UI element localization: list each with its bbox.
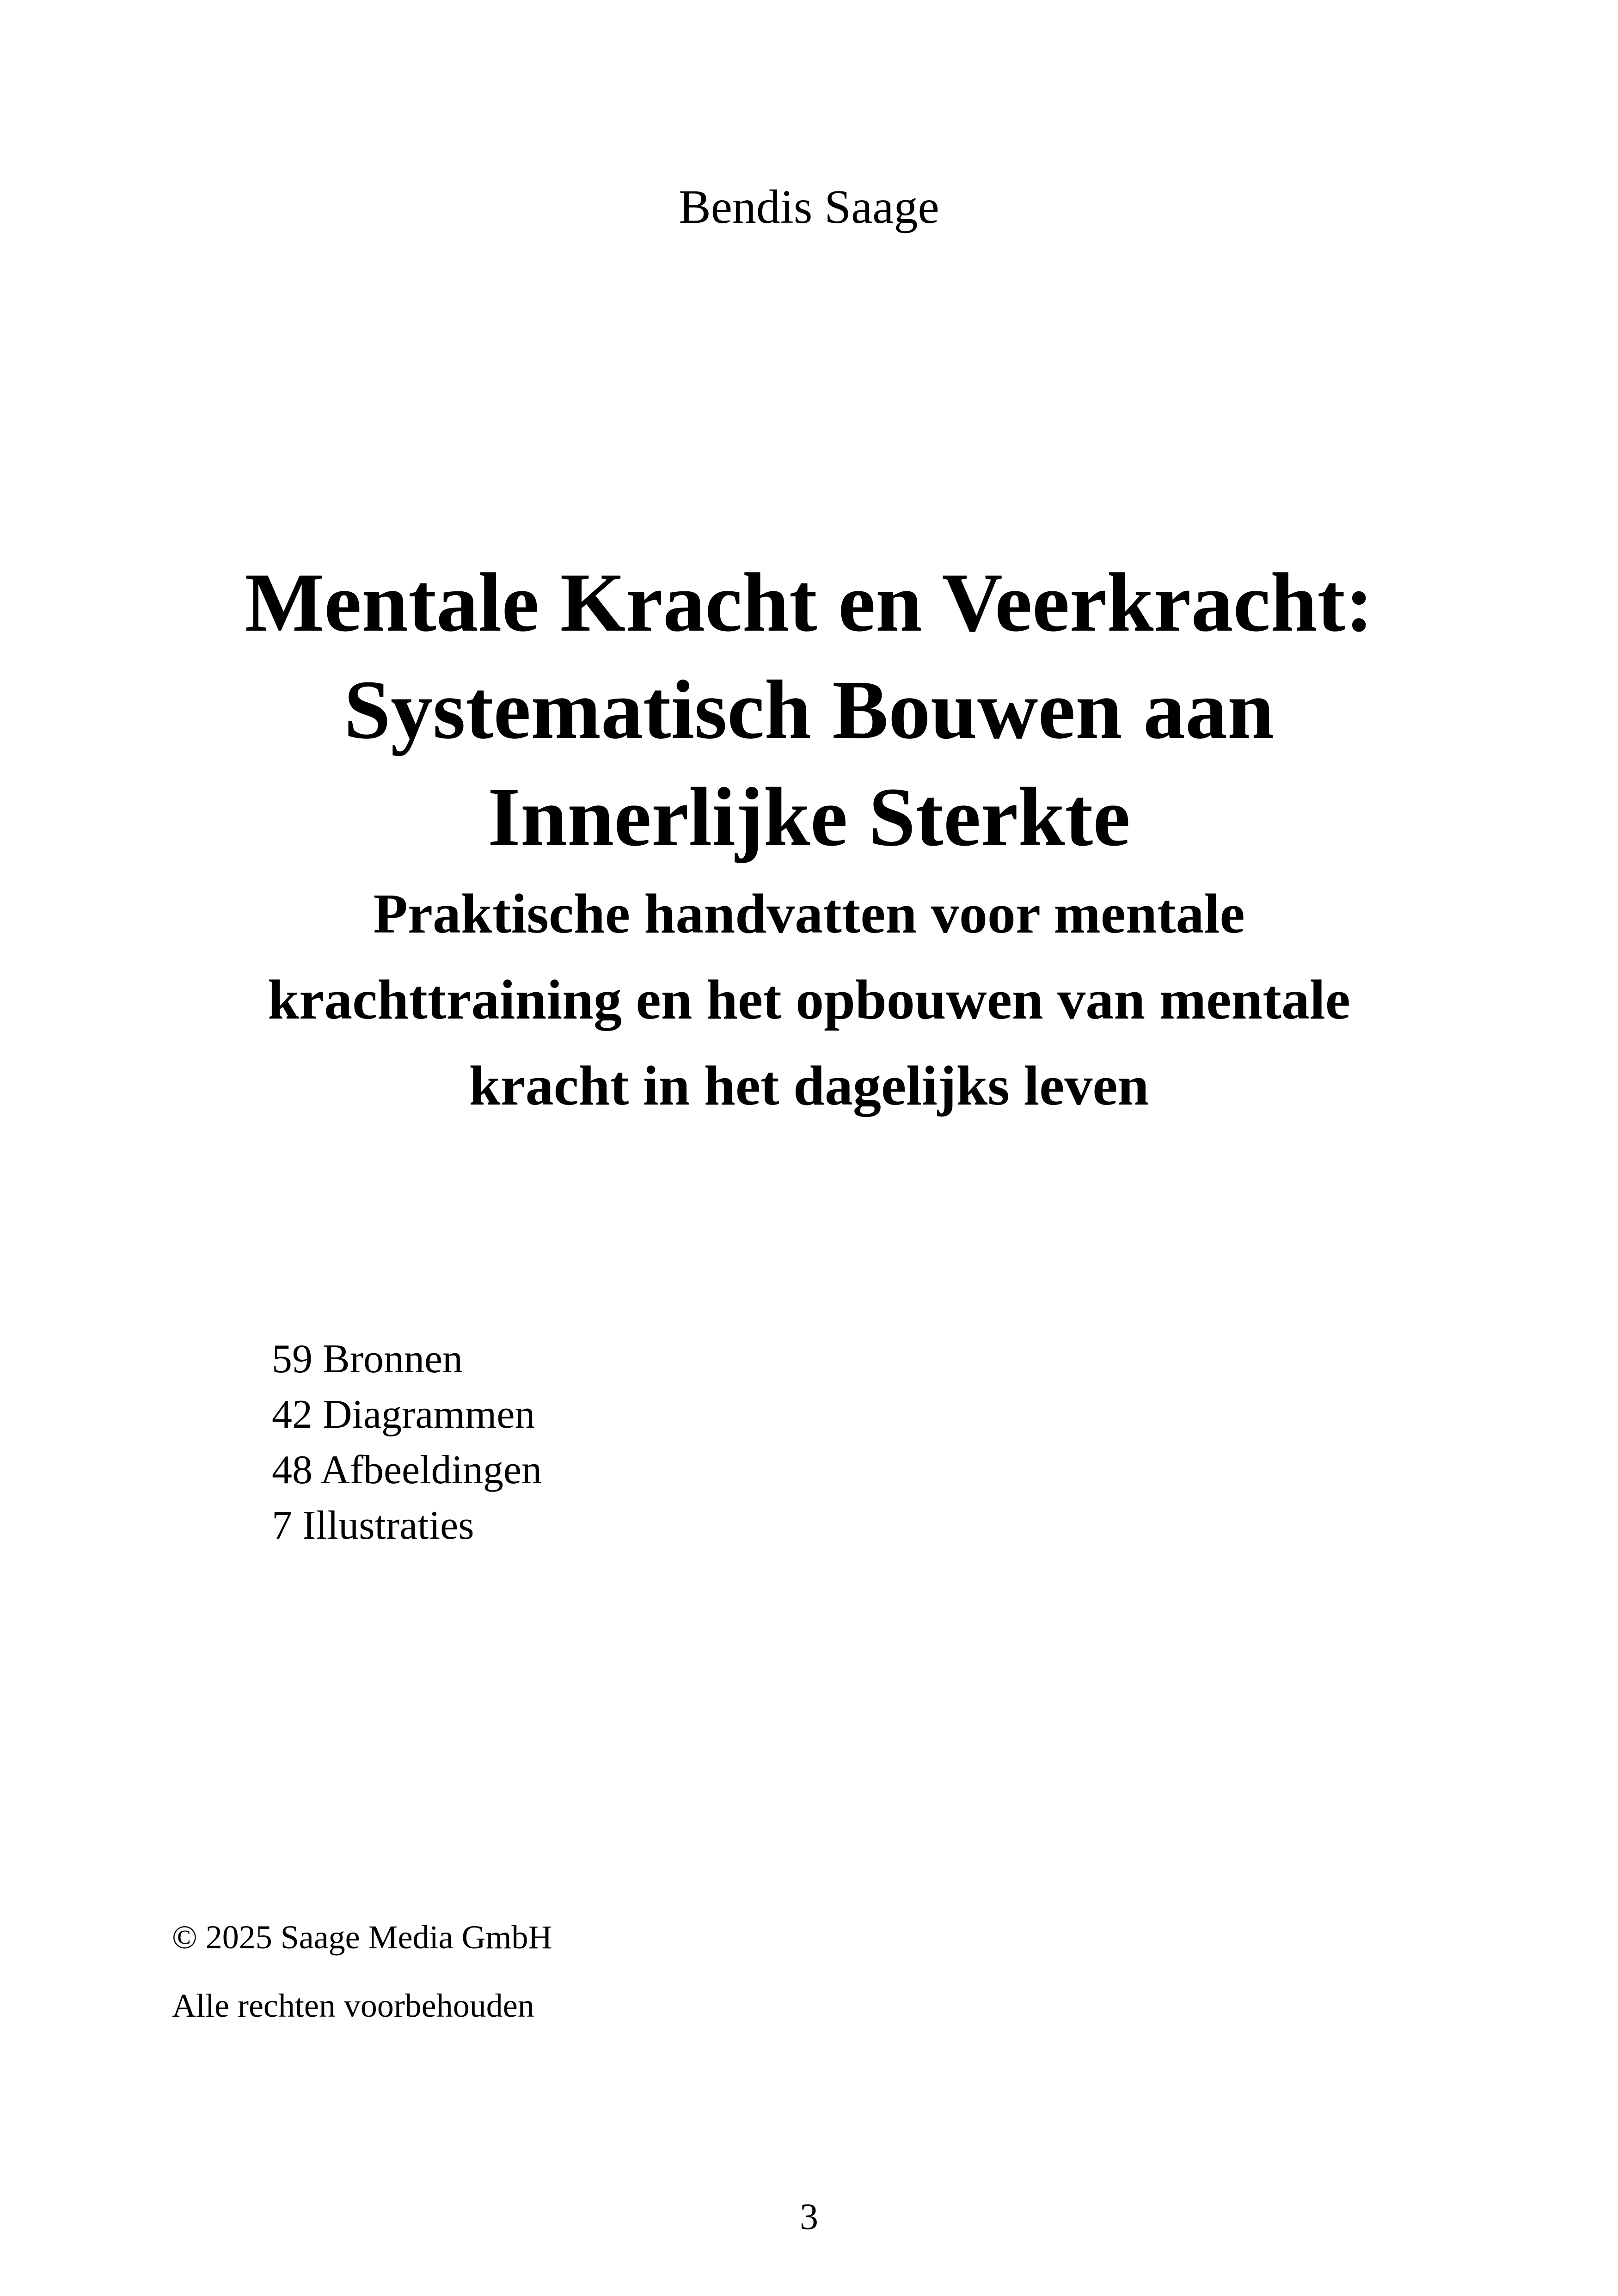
title-line-3: Innerlijke Sterkte	[487, 771, 1131, 864]
subtitle-line-1: Praktische handvatten voor mentale	[373, 883, 1245, 945]
copyright-notice: © 2025 Saage Media GmbH	[172, 1919, 552, 1956]
author-name: Bendis Saage	[679, 180, 939, 233]
title-line-1: Mentale Kracht en Veerkracht:	[245, 556, 1373, 649]
title-block	[92, 549, 1526, 1129]
stat-sources: 59 Bronnen	[272, 1337, 463, 1381]
title-line-2: Systematisch Bouwen aan	[343, 663, 1275, 756]
subtitle-line-2: krachttraining en het opbouwen van mentale	[268, 969, 1350, 1031]
rights-notice: Alle rechten voorbehouden	[172, 1987, 534, 2024]
stat-diagrams: 42 Diagrammen	[272, 1392, 535, 1437]
page-number: 3	[800, 2197, 818, 2237]
subtitle-line-3: kracht in het dagelijks leven	[469, 1055, 1149, 1117]
book-stats-list	[272, 1332, 542, 1553]
stat-illustrations: 7 Illustraties	[272, 1503, 474, 1548]
stat-images: 48 Afbeeldingen	[272, 1448, 542, 1492]
